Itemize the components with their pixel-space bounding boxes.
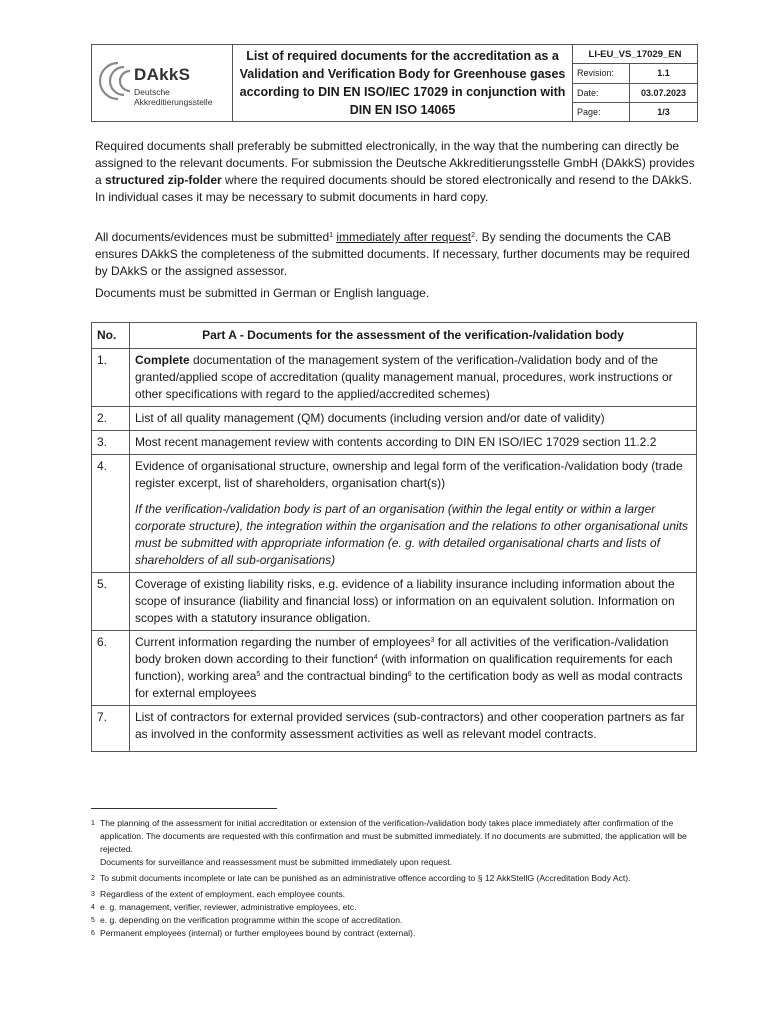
date-label: Date: (573, 84, 630, 102)
row-6-text-a: Current information regarding the number of employees (135, 635, 431, 649)
footnote-text: Regardless of the extent of employment, each employee counts. (100, 889, 346, 899)
footnote-number: 5 (91, 917, 95, 924)
row-number: 3. (92, 431, 130, 455)
document-meta (573, 45, 697, 121)
table-row (92, 706, 697, 752)
table-row (92, 631, 697, 706)
row-number: 1. (92, 349, 130, 407)
immediately-after-request-text: immediately after request (336, 230, 472, 244)
footnote-text: e. g. management, verifier, reviewer, administrative employees, etc. (100, 902, 357, 912)
footnote-text: To submit documents incomplete or late can be punished as an administrative offence according to § 12 AkkStellG (Accreditation Body Act). (100, 873, 631, 883)
dakks-logo (92, 45, 233, 121)
intro-p1-text-end: where the required documents should be stored electronically and resend to the DAkkS. In individual cases it may be necessary to submit documents in hard copy. (95, 173, 692, 204)
row-number: 6. (92, 631, 130, 706)
footnote-ref-2[interactable]: 2 (471, 232, 476, 239)
row-6-text-b: for all activities of the verification-/validation body broken down according to their function (135, 635, 669, 666)
date-row (573, 84, 697, 103)
table-row (92, 349, 697, 407)
footnote-number: 1 (91, 820, 95, 827)
row-1-text: documentation of the management system of the verification-/validation body and of the granted/applied scope of accreditation (quality management manual, procedures, work instructions or other specifications with regard to the applied/accredited schemes) (135, 353, 673, 401)
footnote-4 (91, 901, 691, 914)
row-text: Coverage of existing liability risks, e.g. evidence of a liability insurance including information about the scope of insurance (liability and financial loss) or information on an equivalent solution. Information on scopes with a statutory insurance obligation. (130, 573, 697, 631)
footnote-text (100, 817, 691, 869)
row-text (130, 455, 697, 573)
table-row (92, 455, 697, 573)
row-6-text-d: and the contractual binding (260, 669, 408, 683)
footnote-divider (91, 808, 277, 809)
footnote-ref-4[interactable]: 4 (373, 654, 378, 661)
intro-paragraph-2 (95, 229, 695, 280)
footnote-number: 6 (91, 930, 95, 937)
revision-value: 1.1 (657, 68, 670, 79)
intro-p2-text-end: . By sending the documents the CAB ensures DAkkS the completeness of the submitted documents. If necessary, further documents may be required by DAkkS or the assigned assessor. (95, 230, 690, 278)
footnote-ref-1[interactable]: 1 (329, 232, 334, 239)
document-title: List of required documents for the accreditation as a Validation and Verification Body for Greenhouse gases according to DIN EN ISO/IEC 17029 in conjunction with DIN EN ISO 14065 (233, 45, 573, 121)
row-number: 2. (92, 407, 130, 431)
table-header-row (92, 323, 697, 349)
row-4-italic-note: If the verification-/validation body is part of an organisation (within the legal entity or within a larger corporate structure), the integration within the organisation and the relations to other organisational units must be submitted with appropriate information (e. g. with detailed organisational charts and lists of shareholders of all sub-organisations) (135, 502, 688, 567)
footnote-1-text: The planning of the assessment for initial accreditation or extension of the verification-/validation body takes place immediately after confirmation of the application. The documents are requested with this confirmation and must be submitted immediately. If no documents are submitted, the application will be rejected. (100, 818, 687, 854)
intro-paragraph-3: Documents must be submitted in German or English language. (95, 286, 430, 300)
row-number: 5. (92, 573, 130, 631)
footnote-text: Permanent employees (internal) or further employees bound by contract (external). (100, 928, 416, 938)
footnote-number: 4 (91, 904, 95, 911)
documents-table (91, 322, 697, 752)
column-header-part-a: Part A - Documents for the assessment of the verification-/validation body (130, 323, 697, 349)
document-header (91, 44, 698, 122)
table-row (92, 573, 697, 631)
intro-paragraph-1 (95, 138, 695, 206)
page-value: 1/3 (657, 106, 670, 117)
row-text (130, 631, 697, 706)
footnote-1-text-2: Documents for surveillance and reassessment must be submitted immediately upon request. (100, 857, 453, 867)
intro-p2-text: All documents/evidences must be submitted (95, 230, 330, 244)
revision-row (573, 64, 697, 83)
row-text: Most recent management review with contents according to DIN EN ISO/IEC 17029 section 11.2.2 (130, 431, 697, 455)
footnotes (91, 817, 691, 940)
row-text: List of all quality management (QM) documents (including version and/or date of validity) (130, 407, 697, 431)
row-text (130, 349, 697, 407)
row-text: List of contractors for external provided services (sub-contractors) and other cooperation partners as far as involved in the conformity assessment activities as well as relevant model contracts. (130, 706, 697, 752)
table-row (92, 431, 697, 455)
dakks-logo-arcs-icon (98, 59, 134, 103)
row-number: 7. (92, 706, 130, 752)
footnote-text: e. g. depending on the verification programme within the scope of accreditation. (100, 915, 403, 925)
page-row (573, 103, 697, 121)
footnote-ref-6[interactable]: 6 (407, 671, 412, 678)
footnote-1 (91, 817, 691, 869)
row-number: 4. (92, 455, 130, 573)
footnote-ref-5[interactable]: 5 (256, 671, 261, 678)
footnote-5 (91, 914, 691, 927)
footnote-3 (91, 888, 691, 901)
complete-emphasis: Complete (135, 353, 190, 367)
footnote-2 (91, 872, 691, 885)
logo-subtitle (134, 87, 212, 107)
zip-folder-emphasis: structured zip-folder (105, 173, 222, 187)
row-6-text-e: to the certification body as well as modal contracts for external employees (135, 669, 683, 700)
date-value: 03.07.2023 (640, 87, 687, 98)
footnote-number: 3 (91, 891, 95, 898)
footnote-number: 2 (91, 875, 95, 882)
doc-id: LI-EU_VS_17029_EN (573, 45, 697, 64)
intro-p1-text: Required documents shall preferably be submitted electronically, in the way that the numbering can directly be assigned to the relevant documents. For submission the Deutsche Akkreditierungsstelle GmbH (DAkkS) provides a (95, 139, 695, 187)
table-row (92, 407, 697, 431)
logo-wordmark: DAkkS (134, 65, 191, 84)
footnote-6 (91, 927, 691, 940)
row-6-text-c: (with information on qualification requirements for each function), working area (135, 652, 673, 683)
logo-sub-line2: Akkreditierungsstelle (134, 97, 213, 107)
page-label: Page: (573, 103, 630, 121)
footnote-ref-3[interactable]: 3 (430, 637, 435, 644)
row-4-text: Evidence of organisational structure, ownership and legal form of the verification-/validation body (trade register excerpt, list of shareholders, organisation chart(s)) (135, 459, 683, 490)
logo-sub-line1: Deutsche (134, 87, 170, 97)
column-header-no: No. (92, 323, 130, 349)
revision-label: Revision: (573, 64, 630, 82)
